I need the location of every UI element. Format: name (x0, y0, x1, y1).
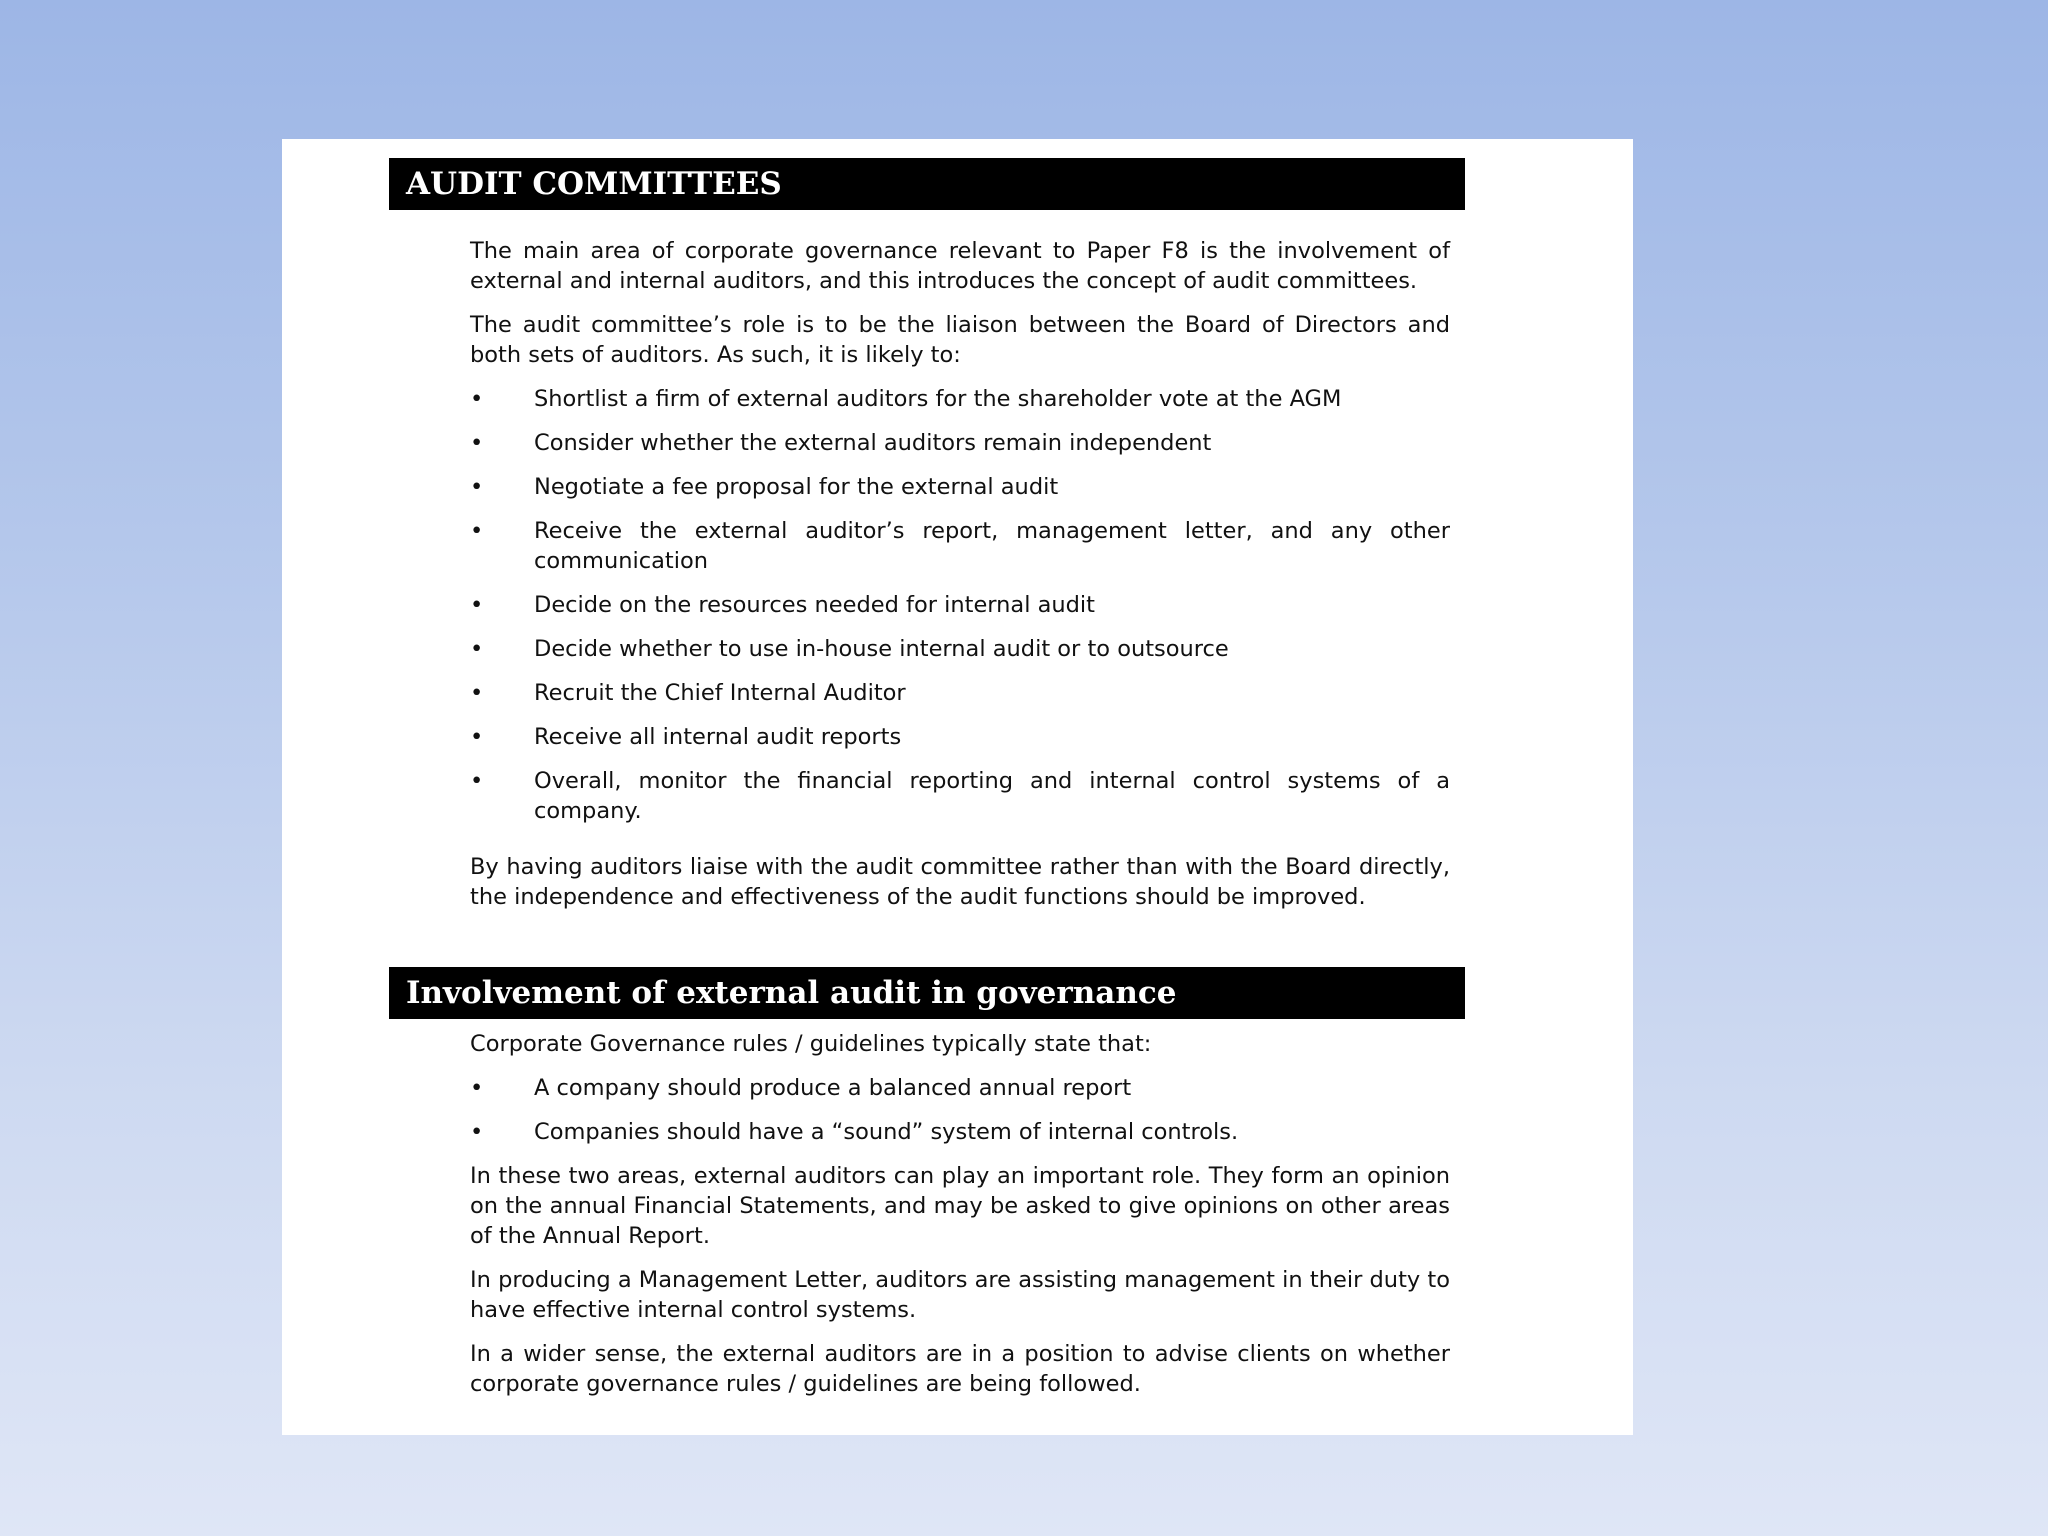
list-item (470, 428, 1450, 458)
list-item (470, 590, 1450, 620)
bullet-icon: • (470, 636, 484, 662)
list-item-text: Decide whether to use in-house internal audit or to outsource (534, 636, 1229, 662)
list-item (470, 1117, 1450, 1147)
bullet-icon: • (470, 430, 484, 456)
bullet-icon: • (470, 386, 484, 412)
bullet-icon: • (470, 592, 484, 618)
list-item-text: Decide on the resources needed for internal audit (534, 592, 1095, 618)
bullet-icon: • (470, 680, 484, 706)
list-item (470, 472, 1450, 502)
bullet-icon: • (470, 474, 484, 500)
audit-committees-heading: AUDIT COMMITTEES (389, 158, 1465, 210)
list-item (470, 678, 1450, 708)
bullet-icon: • (470, 768, 484, 794)
advisory-paragraph: In a wider sense, the external auditors are in a position to advise clients on whether corporate governance rules / guidelines are being followed. (470, 1341, 1450, 1397)
role-paragraph: The audit committee’s role is to be the liaison between the Board of Directors and both sets of auditors. As such, it is likely to: (470, 312, 1450, 368)
list-item-text: Overall, monitor the financial reporting and internal control systems of a company. (534, 768, 1450, 824)
bullet-icon: • (470, 1119, 484, 1145)
external-audit-heading: Involvement of external audit in governance (389, 967, 1465, 1019)
list-item-text: Receive the external auditor’s report, management letter, and any other communication (534, 518, 1450, 574)
list-item-text: Shortlist a firm of external auditors for the shareholder vote at the AGM (534, 386, 1342, 412)
bullet-icon: • (470, 724, 484, 750)
list-item-text: Recruit the Chief Internal Auditor (534, 680, 906, 706)
bullet-icon: • (470, 1075, 484, 1101)
list-item (470, 722, 1450, 752)
auditor-role-paragraph: In these two areas, external auditors can play an important role. They form an opinion on the annual Financial Statements, and may be asked to give opinions on other areas of the Annual Report. (470, 1163, 1450, 1249)
intro-paragraph: The main area of corporate governance relevant to Paper F8 is the involvement of external and internal auditors, and this introduces the concept of audit committees. (470, 238, 1450, 294)
list-item-text: Companies should have a “sound” system of internal controls. (534, 1119, 1239, 1145)
list-item (470, 384, 1450, 414)
list-item (470, 634, 1450, 664)
list-item (470, 1073, 1450, 1103)
governance-rules-list (470, 1073, 1450, 1147)
audit-committees-section (470, 236, 1450, 926)
bullet-icon: • (470, 518, 484, 544)
governance-intro: Corporate Governance rules / guidelines typically state that: (470, 1031, 1152, 1057)
list-item-text: A company should produce a balanced annual report (534, 1075, 1132, 1101)
external-audit-section (470, 1029, 1450, 1413)
list-item (470, 516, 1450, 576)
list-item-text: Negotiate a fee proposal for the external audit (534, 474, 1059, 500)
committee-duties-list (470, 384, 1450, 826)
closing-paragraph: By having auditors liaise with the audit committee rather than with the Board directly, the independence and effectiveness of the audit functions should be improved. (470, 854, 1450, 910)
list-item-text: Consider whether the external auditors remain independent (534, 430, 1212, 456)
list-item-text: Receive all internal audit reports (534, 724, 902, 750)
management-letter-paragraph: In producing a Management Letter, auditors are assisting management in their duty to have effective internal control systems. (470, 1267, 1450, 1323)
list-item (470, 766, 1450, 826)
document-page (282, 139, 1633, 1435)
